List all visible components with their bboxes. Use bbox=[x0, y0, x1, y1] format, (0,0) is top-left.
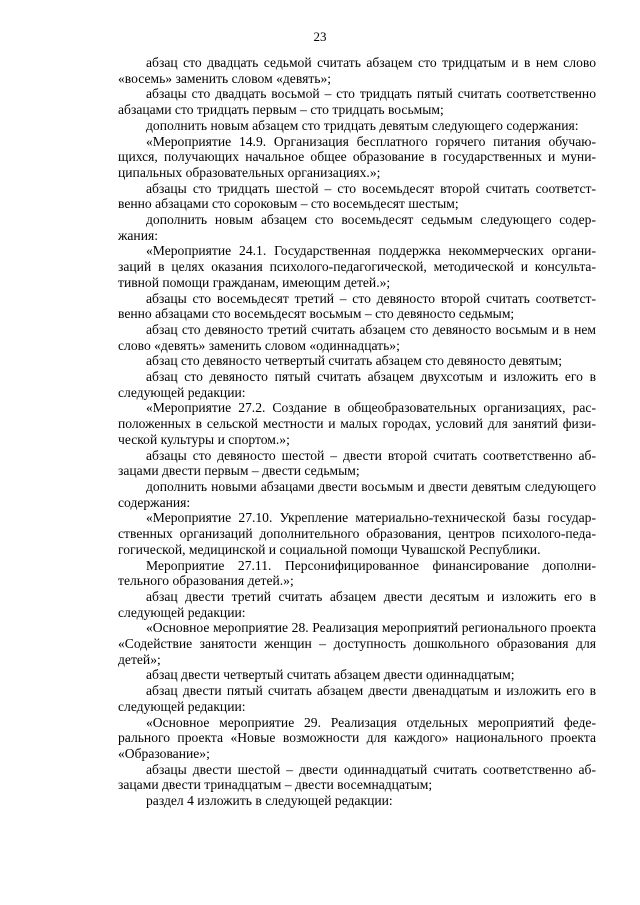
paragraph: раздел 4 изложить в следующей редакции: bbox=[146, 793, 393, 809]
paragraph: абзац сто девяносто четвертый считать абзацем сто девяносто девятым; bbox=[146, 353, 562, 369]
paragraph: «Мероприятие 14.9. Организация бесплатного горячего питания обучающихся, получающих начальное общее образование в государственных и муниципальных образовательных организациях.»; bbox=[118, 133, 596, 180]
page-number: 23 bbox=[313, 29, 327, 44]
paragraph: абзацы двести шестой – двести одиннадцатый считать соответственно абзацами двести тринадцатым – двести восемнадцатым; bbox=[118, 761, 596, 793]
paragraph: абзац двести третий считать абзацем двести десятым и изложить его в следующей редакции: bbox=[118, 588, 596, 620]
paragraph: абзац сто двадцать седьмой считать абзацем сто тридцатым и в нем слово «восемь» заменить словом «девять»; bbox=[118, 55, 596, 86]
paragraph: «Основное мероприятие 28. Реализация мероприятий регионального проекта «Содействие занятости женщин – доступность дошкольного образования для детей»; bbox=[118, 620, 596, 667]
paragraph: дополнить новым абзацем сто восемьдесят седьмым следующего содержания: bbox=[118, 212, 596, 243]
paragraph: абзац двести четвертый считать абзацем двести одиннадцатым; bbox=[146, 667, 515, 683]
paragraph: «Мероприятие 27.2. Создание в общеобразовательных организациях, расположенных в сельской местности и малых городах, условий для занятий физической культуры и спортом.»; bbox=[118, 400, 596, 447]
paragraph: дополнить новыми абзацами двести восьмым и двести девятым следующего содержания: bbox=[118, 478, 596, 510]
document-body bbox=[118, 55, 596, 809]
paragraph: «Мероприятие 24.1. Государственная поддержка некоммерческих организаций в целях оказания психолого-педагогической, методической и консультативной помощи гражданам, имеющим детей.»; bbox=[118, 243, 596, 290]
paragraph: абзац двести пятый считать абзацем двести двенадцатым и изложить его в следующей редакции: bbox=[118, 683, 596, 714]
paragraph: абзацы сто двадцать восьмой – сто тридцать пятый считать соответственно абзацами сто тридцать первым – сто тридцать восьмым; bbox=[118, 86, 596, 118]
paragraph: абзацы сто девяносто шестой – двести второй считать соответственно абзацами двести первым – двести седьмым; bbox=[118, 447, 596, 479]
paragraph: абзацы сто тридцать шестой – сто восемьдесят второй считать соответственно абзацами сто сороковым – сто восемьдесят шестым; bbox=[118, 180, 596, 212]
paragraph: абзац сто девяносто пятый считать абзацем двухсотым и изложить его в следующей редакции: bbox=[118, 369, 596, 400]
paragraph: абзацы сто восемьдесят третий – сто девяносто второй считать соответственно абзацами сто восемьдесят восьмым – сто девяносто седьмым; bbox=[118, 290, 596, 322]
paragraph: Мероприятие 27.11. Персонифицированное финансирование дополнительного образования детей.»; bbox=[118, 557, 596, 589]
paragraph: дополнить новым абзацем сто тридцать девятым следующего содержания: bbox=[146, 117, 579, 133]
paragraph: «Мероприятие 27.10. Укрепление материально-технической базы государственных организаций дополнительного образования, центров психолого-педагогической, медицинской и социальной помощи Чувашской Республики. bbox=[118, 510, 596, 557]
paragraph: абзац сто девяносто третий считать абзацем сто девяносто восьмым и в нем слово «девять» заменить словом «одиннадцать»; bbox=[118, 321, 596, 353]
paragraph: «Основное мероприятие 29. Реализация отдельных мероприятий федерального проекта «Новые возможности для каждого» национального проекта «Образование»; bbox=[118, 714, 596, 761]
